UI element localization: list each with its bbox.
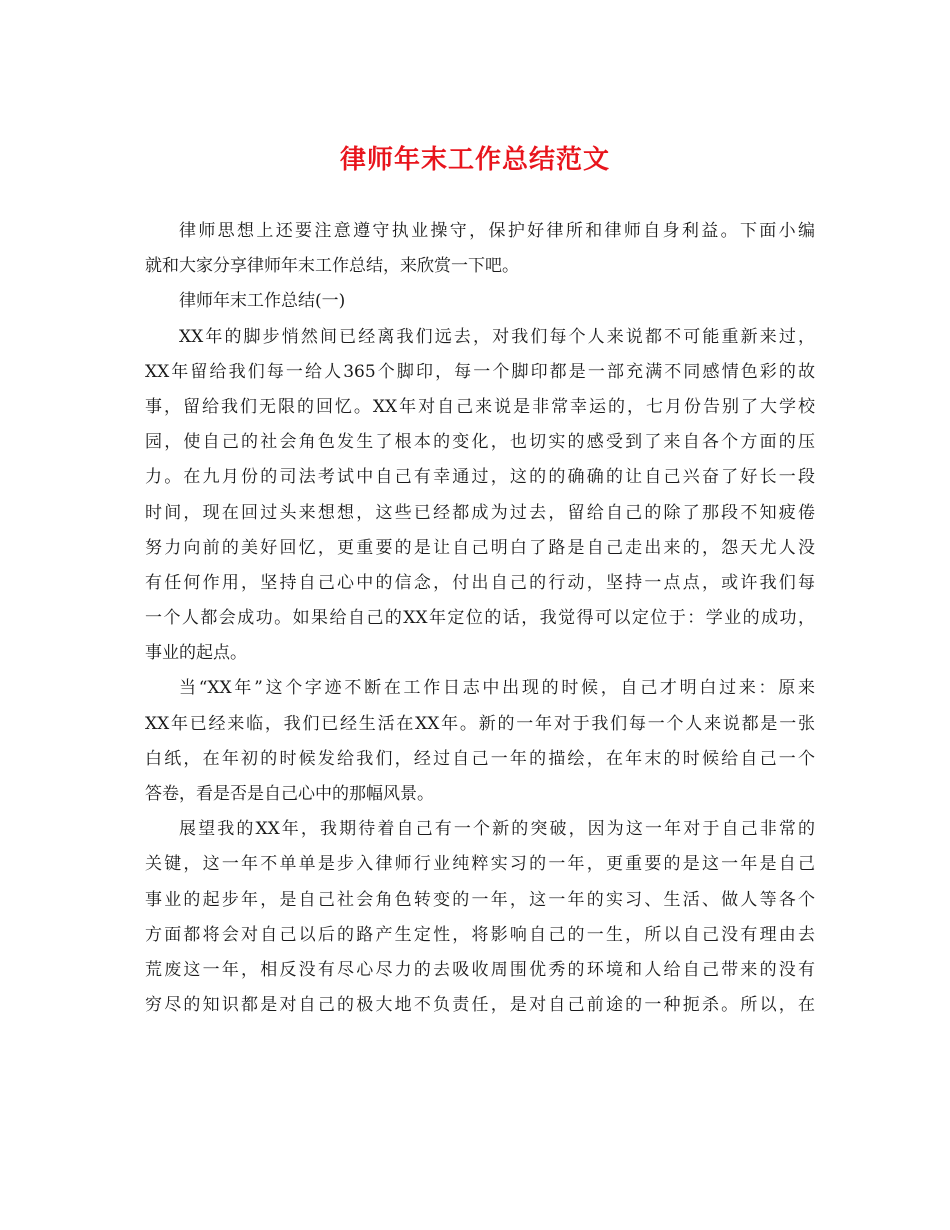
text-line: 力。在九月份的司法考试中自己有幸通过，这的的确确的让自己兴奋了好长一段 xyxy=(145,467,815,488)
text-line: 事，留给我们无限的回忆。XX年对自己来说是非常幸运的，七月份告别了大学校 xyxy=(145,396,815,417)
text-line: 就和大家分享律师年末工作总结，来欣赏一下吧。 xyxy=(145,256,519,277)
text-line: 穷尽的知识都是对自己的极大地不负责任，是对自己前途的一种扼杀。所以，在 xyxy=(145,995,815,1016)
section-heading: 律师年末工作总结(一) xyxy=(179,291,346,312)
text-line: 当“XX年”这个字迹不断在工作日志中出现的时候，自己才明白过来：原来 xyxy=(179,678,815,699)
text-line: XX年已经来临，我们已经生活在XX年。新的一年对于我们每一个人来说都是一张 xyxy=(145,713,815,734)
text-line: 方面都将会对自己以后的路产生定性，将影响自己的一生，所以自己没有理由去 xyxy=(145,924,815,945)
text-line: 有任何作用，坚持自己心中的信念，付出自己的行动，坚持一点点，或许我们每 xyxy=(145,572,815,593)
text-line: 事业的起步年，是自己社会角色转变的一年，这一年的实习、生活、做人等各个 xyxy=(145,889,815,910)
text-line: 答卷，看是否是自己心中的那幅风景。 xyxy=(145,784,434,804)
text-line: 努力向前的美好回忆，更重要的是让自己明白了路是自己走出来的，怨天尤人没 xyxy=(145,537,815,558)
text-line: 荒废这一年，相反没有尽心尽力的去吸收周围优秀的环境和人给自己带来的没有 xyxy=(145,959,815,980)
document-body xyxy=(145,214,815,1023)
text-line: 律师思想上还要注意遵守执业操守，保护好律所和律师自身利益。下面小编 xyxy=(179,221,815,241)
text-line: 白纸，在年初的时候发给我们，经过自己一年的描绘，在年末的时候给自己一个 xyxy=(145,748,815,769)
text-line: 一个人都会成功。如果给自己的XX年定位的话，我觉得可以定位于：学业的成功， xyxy=(145,608,815,629)
text-line: 展望我的XX年，我期待着自己有一个新的突破，因为这一年对于自己非常的 xyxy=(179,819,815,840)
document-title: 律师年末工作总结范文 xyxy=(339,145,610,175)
text-line: 关键，这一年不单单是步入律师行业纯粹实习的一年，更重要的是这一年是自己 xyxy=(145,854,815,875)
text-line: XX年留给我们每一给人365个脚印，每一个脚印都是一部充满不同感情色彩的故 xyxy=(145,361,815,382)
text-line: 事业的起点。 xyxy=(145,643,247,664)
text-line: 园，使自己的社会角色发生了根本的变化，也切实的感受到了来自各个方面的压 xyxy=(145,432,815,453)
text-line: 时间，现在回过头来想想，这些已经都成为过去，留给自己的除了那段不知疲倦 xyxy=(145,502,815,523)
text-line: XX年的脚步悄然间已经离我们远去，对我们每个人来说都不可能重新来过， xyxy=(179,326,815,347)
